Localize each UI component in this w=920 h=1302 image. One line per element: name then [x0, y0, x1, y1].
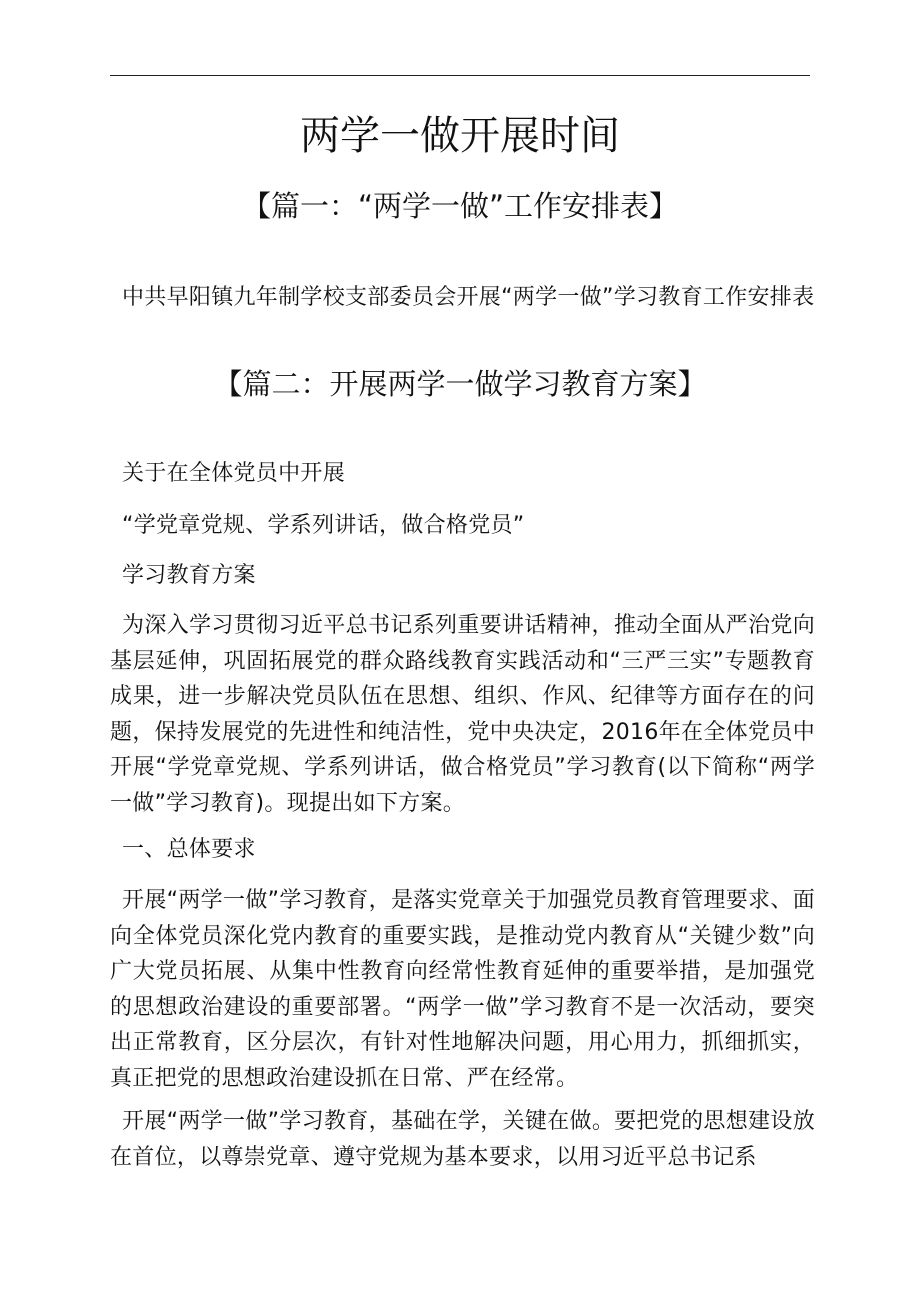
section1-paragraph: 中共早阳镇九年制学校支部委员会开展“两学一做”学习教育工作安排表 — [122, 285, 815, 310]
doc-title-line-1: 关于在全体党员中开展 — [122, 461, 346, 486]
section-heading-1: 【篇一：“两学一做”工作安排表】 — [241, 189, 679, 223]
general-paragraph-2: 开展“两学一做”学习教育，基础在学，关键在做。要把党的思想建设放在首位，以尊崇党章、遵守党规为基本要求，以用习近平总书记系 — [110, 1109, 815, 1170]
general-paragraph-1: 开展“两学一做”学习教育，是落实党章关于加强党员教育管理要求、面向全体党员深化党内教育的重要实践，是推动党内教育从“关键少数”向广大党员拓展、从集中性教育向经常性教育延伸的重要举措，是加强党的思想政治建设的重要部署。“两学一做”学习教育不是一次活动，要突出正常教育，区分层次，有针对性地解决问题，用心用力，抓细抓实，真正把党的思想政治建设抓在日常、严在经常。 — [110, 888, 815, 1091]
heading-general-requirements: 一、总体要求 — [122, 837, 256, 862]
section-heading-2: 【篇二：开展两学一做学习教育方案】 — [213, 367, 707, 401]
header-rule — [110, 75, 810, 76]
doc-title-line-2: “学党章党规、学系列讲话，做合格党员” — [122, 513, 525, 538]
intro-paragraph: 为深入学习贯彻习近平总书记系列重要讲话精神，推动全面从严治党向基层延伸，巩固拓展党的群众路线教育实践活动和“三严三实”专题教育成果，进一步解决党员队伍在思想、组织、作风、纪律等方面存在的问题，保持发展党的先进性和纯洁性，党中央决定，2016年在全体党员中开展“学党章党规、学系列讲话，做合格党员”学习教育(以下简称“两学一做”学习教育)。现提出如下方案。 — [110, 613, 815, 816]
doc-title-line-3: 学习教育方案 — [122, 563, 256, 588]
page-title: 两学一做开展时间 — [300, 113, 620, 159]
